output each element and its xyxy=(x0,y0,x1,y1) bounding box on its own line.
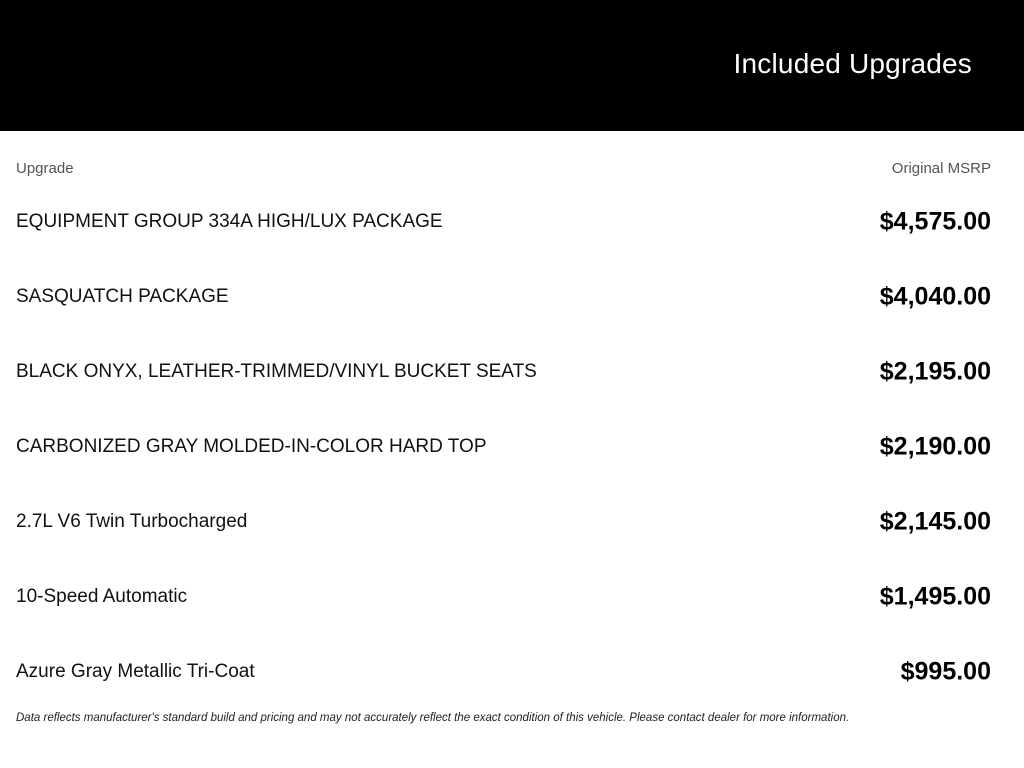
upgrade-price: $2,195.00 xyxy=(879,357,991,386)
header-bar xyxy=(0,0,1024,131)
upgrade-name: CARBONIZED GRAY MOLDED-IN-COLOR HARD TOP xyxy=(16,436,487,457)
disclaimer-footnote: Data reflects manufacturer's standard build and pricing and may not accurately reflect the exact condition of this vehicle. Please contact dealer for more information. xyxy=(16,712,850,724)
column-header-upgrade: Upgrade xyxy=(16,160,74,177)
upgrade-name: EQUIPMENT GROUP 334A HIGH/LUX PACKAGE xyxy=(16,211,443,232)
upgrade-name: SASQUATCH PACKAGE xyxy=(16,286,229,307)
upgrade-name: Azure Gray Metallic Tri-Coat xyxy=(16,661,255,682)
upgrades-list xyxy=(16,207,991,747)
column-headers xyxy=(16,160,991,180)
upgrade-price: $2,190.00 xyxy=(879,432,991,461)
column-header-msrp: Original MSRP xyxy=(891,160,991,177)
upgrade-price: $4,040.00 xyxy=(879,282,991,311)
upgrade-row xyxy=(16,657,991,747)
upgrade-price: $1,495.00 xyxy=(879,582,991,611)
upgrade-price: $995.00 xyxy=(900,657,991,686)
upgrade-price: $2,145.00 xyxy=(879,507,991,536)
upgrade-name: 2.7L V6 Twin Turbocharged xyxy=(16,511,248,532)
upgrade-price: $4,575.00 xyxy=(879,207,991,236)
upgrade-name: 10-Speed Automatic xyxy=(16,586,188,607)
upgrade-name: BLACK ONYX, LEATHER-TRIMMED/VINYL BUCKET SEATS xyxy=(16,361,537,382)
page-title: Included Upgrades xyxy=(733,48,972,79)
